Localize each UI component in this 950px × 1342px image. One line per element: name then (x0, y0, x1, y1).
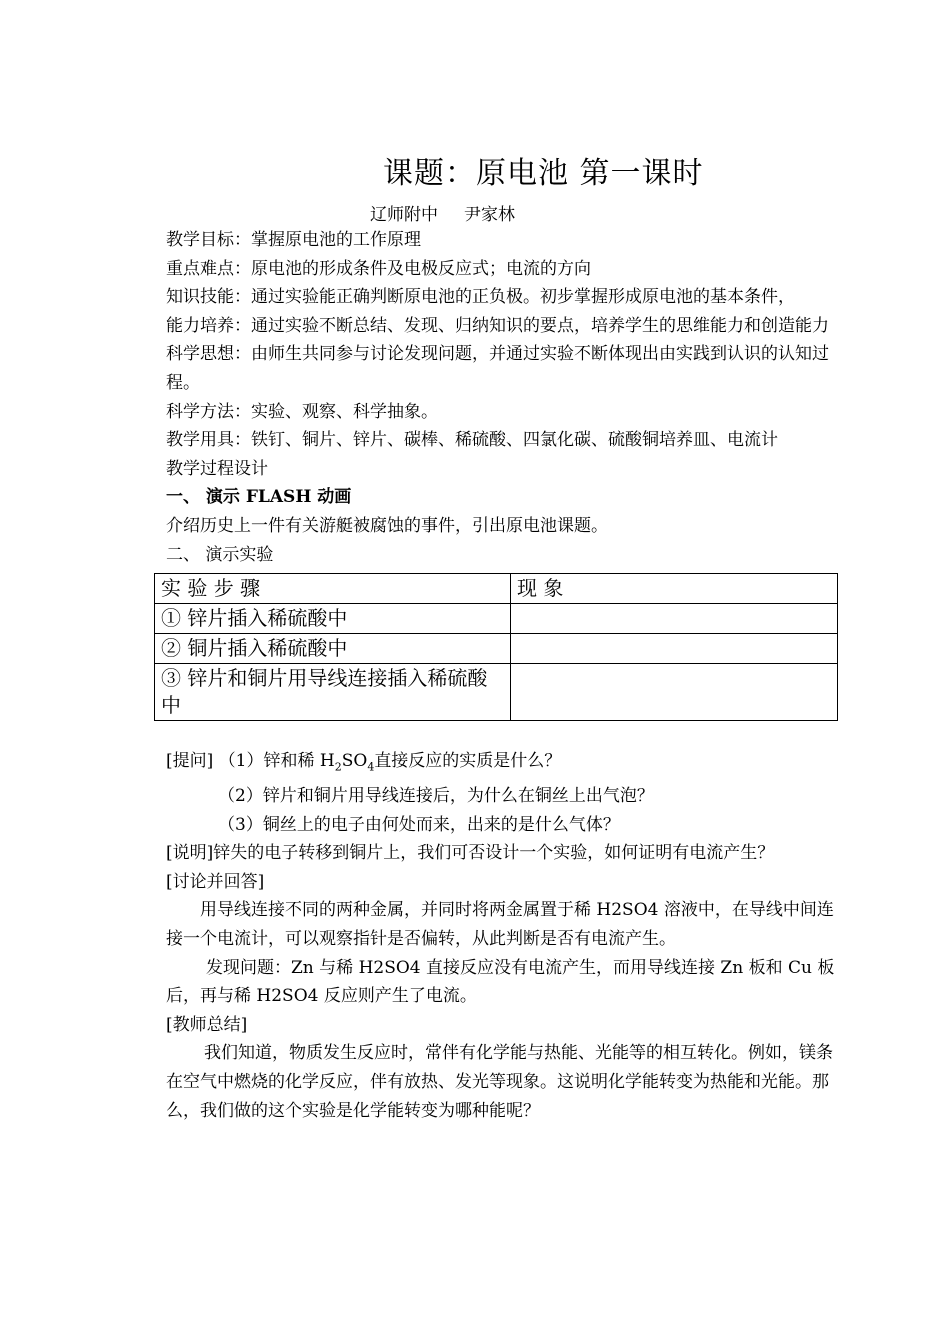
table-row (155, 664, 838, 721)
scientific-method: 科学方法：实验、观察、科学抽象。 (166, 401, 438, 422)
document-title: 课题：原电池 第一课时 (383, 156, 704, 191)
ability-training: 能力培养：通过实验不断总结、发现、归纳知识的要点，培养学生的思维能力和创造能力 (166, 315, 829, 336)
teaching-tools: 教学用具：铁钉、铜片、锌片、碳棒、稀硫酸、四氯化碳、硫酸铜培养皿、电流计 (166, 430, 778, 451)
table-cell (511, 634, 838, 664)
table-cell (511, 664, 838, 721)
finding-text: 发现问题：Zn 与稀 H2SO4 直接反应没有电流产生，而用导线连接 Zn 板和 Cu 板后，再与稀 H2SO4 反应则产生了电流。 (166, 957, 835, 1007)
table-cell: ③ 锌片和铜片用导线连接插入稀硫酸中 (155, 664, 511, 721)
table-row (155, 634, 838, 664)
table-header-cell: 现 象 (511, 574, 838, 604)
document-body (161, 226, 838, 1125)
table-cell (511, 604, 838, 634)
teaching-goal: 教学目标：掌握原电池的工作原理 (166, 230, 421, 250)
table-row (155, 604, 838, 634)
table-header-cell: 实 验 步 骤 (155, 574, 511, 604)
author-line (370, 200, 515, 225)
summary-label: [教师总结] (166, 1014, 248, 1035)
scientific-thought: 科学思想：由师生共同参与讨论发现问题，并通过实验不断体现出由实践到认识的认知过程。 (166, 344, 829, 393)
question-2: （2）锌片和铜片用导线连接后，为什么在铜丝上出气泡？ (218, 786, 654, 807)
table-cell: ② 铜片插入稀硫酸中 (155, 634, 511, 664)
explanation: [说明]锌失的电子转移到铜片上，我们可否设计一个实验，如何证明有电流产生？ (166, 843, 775, 864)
question-1: [提问] （1）锌和稀 $H_2SO_4$直接反应的实质是什么？ (166, 751, 562, 774)
table-cell: ① 锌片插入稀硫酸中 (155, 604, 511, 634)
section2-heading: 二、 演示实验 (166, 544, 274, 565)
discuss-label: [讨论并回答] (166, 871, 265, 892)
discuss-text: 用导线连接不同的两种金属，并同时将两金属置于稀 H2SO4 溶液中，在导线中间连接一个电流计，可以观察指针是否偏转，从此判断是否有电流产生。 (166, 900, 834, 950)
section1-text: 介绍历史上一件有关游艇被腐蚀的事件，引出原电池课题。 (166, 515, 608, 536)
process-design: 教学过程设计 (166, 458, 268, 479)
author-name: 尹家林 (464, 205, 515, 225)
section1-heading: 一、 演示 FLASH 动画 (166, 487, 352, 508)
key-points: 重点难点：原电池的形成条件及电极反应式；电流的方向 (166, 258, 591, 279)
question-3: （3）铜丝上的电子由何处而来，出来的是什么气体？ (218, 814, 620, 835)
table-header-row (155, 574, 838, 604)
knowledge-skills: 知识技能：通过实验能正确判断原电池的正负极。初步掌握形成原电池的基本条件， (166, 287, 795, 308)
summary-text: 我们知道，物质发生反应时，常伴有化学能与热能、光能等的相互转化。例如，镁条在空气中燃烧的化学反应，伴有放热、发光等现象。这说明化学能转变为热能和光能。那么，我们做的这个实验是化学能转变为哪种能呢？ (166, 1043, 833, 1121)
experiment-table (154, 573, 838, 721)
author-school: 辽师附中 (370, 205, 438, 225)
